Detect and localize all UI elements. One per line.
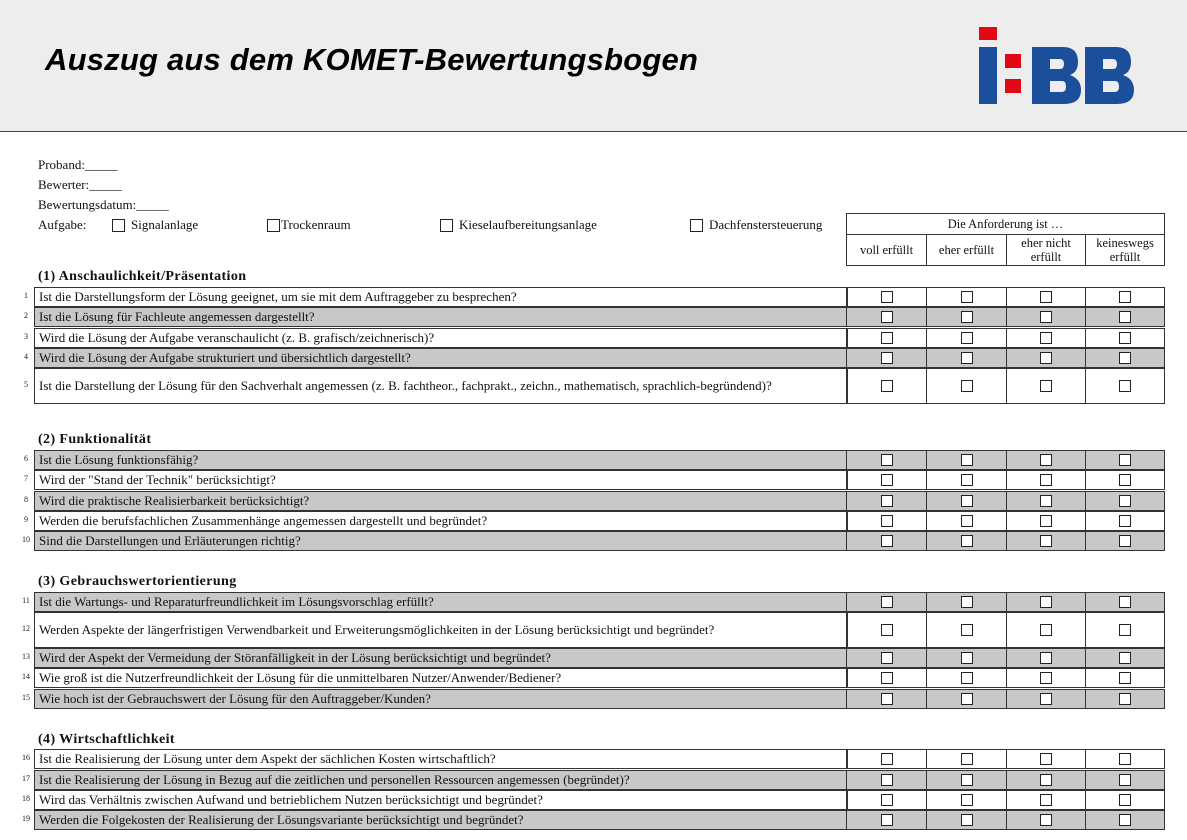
rating-checkbox[interactable] bbox=[1119, 495, 1131, 507]
rating-cell bbox=[1006, 649, 1085, 667]
rating-checkbox[interactable] bbox=[1040, 535, 1052, 547]
rating-cell bbox=[847, 690, 926, 708]
rating-cell bbox=[1006, 492, 1085, 510]
rating-checkbox[interactable] bbox=[1040, 652, 1052, 664]
rating-checkbox[interactable] bbox=[961, 291, 973, 303]
question-row bbox=[18, 592, 1165, 612]
rating-checkbox[interactable] bbox=[1119, 332, 1131, 344]
rating-checkbox[interactable] bbox=[881, 535, 893, 547]
question-text: Ist die Lösung für Fachleute angemessen dargestellt? bbox=[34, 307, 848, 327]
question-row bbox=[18, 307, 1165, 327]
rating-checkbox[interactable] bbox=[881, 380, 893, 392]
question-row bbox=[18, 511, 1165, 531]
aufgabe-option-label: Trockenraum bbox=[281, 217, 351, 232]
question-text: Werden Aspekte der längerfristigen Verwendbarkeit und Erweiterungsmöglichkeiten in der Lösung berücksichtigt und begründet? bbox=[34, 612, 848, 648]
rating-cell bbox=[1085, 750, 1164, 768]
rating-checkbox[interactable] bbox=[961, 693, 973, 705]
rating-cell bbox=[926, 329, 1006, 347]
rating-checkbox[interactable] bbox=[1119, 596, 1131, 608]
aufgabe-option-label: Signalanlage bbox=[131, 217, 199, 232]
question-text: Wird die praktische Realisierbarkeit berücksichtigt? bbox=[34, 491, 848, 511]
rating-cells bbox=[846, 689, 1165, 709]
question-number: 8 bbox=[24, 495, 28, 504]
question-row bbox=[18, 287, 1165, 307]
rating-cell bbox=[926, 492, 1006, 510]
rating-cell bbox=[1085, 811, 1164, 829]
rating-cell bbox=[847, 369, 926, 403]
rating-checkbox[interactable] bbox=[881, 332, 893, 344]
rating-cells bbox=[846, 491, 1165, 511]
question-text: Ist die Darstellung der Lösung für den Sachverhalt angemessen (z. B. fachtheor., fachprakt., zeichn., mathematisch, sprachlich-begründend)? bbox=[34, 368, 848, 404]
rating-checkbox[interactable] bbox=[1119, 814, 1131, 826]
question-number: 19 bbox=[22, 814, 30, 823]
rating-checkbox[interactable] bbox=[1040, 380, 1052, 392]
question-row bbox=[18, 790, 1165, 810]
question-number: 6 bbox=[24, 454, 28, 463]
rating-cell bbox=[926, 690, 1006, 708]
question-text: Wie groß ist die Nutzerfreundlichkeit der Lösung für die unmittelbaren Nutzer/Anwender/Bediener? bbox=[34, 668, 848, 688]
question-number: 18 bbox=[22, 794, 30, 803]
rating-checkbox[interactable] bbox=[961, 474, 973, 486]
rating-checkbox[interactable] bbox=[881, 311, 893, 323]
question-text: Werden die Folgekosten der Realisierung der Lösungsvariante berücksichtigt und begründet? bbox=[34, 810, 848, 830]
rating-checkbox[interactable] bbox=[1040, 794, 1052, 806]
section-title: (3) Gebrauchswertorientierung bbox=[38, 574, 237, 589]
rating-cell bbox=[1085, 649, 1164, 667]
rating-cell bbox=[1006, 349, 1085, 367]
question-number: 11 bbox=[22, 596, 30, 605]
section-title: (1) Anschaulichkeit/Präsentation bbox=[38, 269, 247, 284]
question-number: 9 bbox=[24, 515, 28, 524]
rating-checkbox[interactable] bbox=[1119, 624, 1131, 636]
rating-checkbox[interactable] bbox=[961, 753, 973, 765]
question-row bbox=[18, 328, 1165, 348]
column-header: voll erfüllt bbox=[859, 243, 914, 257]
rating-cells bbox=[846, 592, 1165, 612]
question-text: Wird das Verhältnis zwischen Aufwand und betrieblichem Nutzen berücksichtigt und begründet? bbox=[34, 790, 848, 810]
rating-cell bbox=[1085, 613, 1164, 647]
question-text: Wird die Lösung der Aufgabe veranschaulicht (z. B. grafisch/zeichnerisch)? bbox=[34, 328, 848, 348]
page-header bbox=[0, 0, 1187, 132]
aufgabe-option[interactable] bbox=[690, 217, 822, 233]
rating-cell bbox=[847, 308, 926, 326]
rating-cell bbox=[1085, 669, 1164, 687]
rating-checkbox[interactable] bbox=[961, 652, 973, 664]
rating-cell bbox=[1006, 771, 1085, 789]
rating-cell bbox=[847, 811, 926, 829]
rating-cell bbox=[1085, 690, 1164, 708]
rating-cell bbox=[926, 649, 1006, 667]
rating-cells bbox=[846, 450, 1165, 470]
question-text: Sind die Darstellungen und Erläuterungen richtig? bbox=[34, 531, 848, 551]
rating-checkbox[interactable] bbox=[1040, 672, 1052, 684]
question-text: Ist die Wartungs- und Reparaturfreundlichkeit im Lösungsvorschlag erfüllt? bbox=[34, 592, 848, 612]
aufgabe-option[interactable] bbox=[267, 217, 351, 233]
rating-checkbox[interactable] bbox=[1040, 332, 1052, 344]
question-row bbox=[18, 531, 1165, 551]
rating-checkbox[interactable] bbox=[881, 814, 893, 826]
rating-checkbox[interactable] bbox=[961, 311, 973, 323]
rating-cells bbox=[846, 328, 1165, 348]
rating-cell bbox=[926, 451, 1006, 469]
proband-field: Proband:_____ bbox=[38, 157, 118, 172]
aufgabe-option[interactable] bbox=[112, 217, 198, 233]
rating-checkbox[interactable] bbox=[1040, 454, 1052, 466]
question-row bbox=[18, 491, 1165, 511]
question-text: Wie hoch ist der Gebrauchswert der Lösung für den Auftraggeber/Kunden? bbox=[34, 689, 848, 709]
rating-cell bbox=[847, 288, 926, 306]
rating-checkbox[interactable] bbox=[1040, 624, 1052, 636]
rating-cell bbox=[926, 471, 1006, 489]
rating-checkbox[interactable] bbox=[1119, 693, 1131, 705]
rating-cell bbox=[1085, 329, 1164, 347]
rating-checkbox[interactable] bbox=[881, 624, 893, 636]
question-row bbox=[18, 689, 1165, 709]
question-number: 3 bbox=[24, 332, 28, 341]
question-number: 15 bbox=[22, 693, 30, 702]
rating-cell bbox=[1085, 532, 1164, 550]
rating-cell bbox=[847, 669, 926, 687]
rating-cell bbox=[847, 750, 926, 768]
question-number: 2 bbox=[24, 311, 28, 320]
rating-checkbox[interactable] bbox=[881, 352, 893, 364]
rating-cell bbox=[926, 771, 1006, 789]
rating-checkbox[interactable] bbox=[881, 652, 893, 664]
question-number: 13 bbox=[22, 652, 30, 661]
question-number: 12 bbox=[22, 624, 30, 633]
rating-checkbox[interactable] bbox=[881, 672, 893, 684]
rating-cell bbox=[1006, 369, 1085, 403]
rating-cell bbox=[926, 308, 1006, 326]
question-text: Ist die Lösung funktionsfähig? bbox=[34, 450, 848, 470]
rating-checkbox[interactable] bbox=[1040, 352, 1052, 364]
rating-checkbox[interactable] bbox=[1119, 311, 1131, 323]
rating-checkbox[interactable] bbox=[1119, 672, 1131, 684]
rating-checkbox[interactable] bbox=[961, 596, 973, 608]
question-number: 4 bbox=[24, 352, 28, 361]
rating-cell bbox=[926, 669, 1006, 687]
rating-cells bbox=[846, 648, 1165, 668]
checkbox[interactable] bbox=[440, 219, 453, 232]
column-header: eher nicht erfüllt bbox=[1006, 234, 1085, 266]
rating-cells bbox=[846, 368, 1165, 404]
rating-checkbox[interactable] bbox=[1119, 291, 1131, 303]
rating-checkbox[interactable] bbox=[1119, 774, 1131, 786]
rating-checkbox[interactable] bbox=[1040, 515, 1052, 527]
rating-checkbox[interactable] bbox=[1040, 693, 1052, 705]
rating-cell bbox=[1006, 471, 1085, 489]
rating-cells bbox=[846, 511, 1165, 531]
rating-cell bbox=[1006, 593, 1085, 611]
rating-cell bbox=[847, 613, 926, 647]
question-row bbox=[18, 368, 1165, 404]
rating-checkbox[interactable] bbox=[1040, 753, 1052, 765]
rating-checkbox[interactable] bbox=[961, 454, 973, 466]
rating-cell bbox=[926, 791, 1006, 809]
bewerter-field: Bewerter:_____ bbox=[38, 177, 122, 192]
rating-checkbox[interactable] bbox=[1040, 814, 1052, 826]
question-row bbox=[18, 810, 1165, 830]
rating-cell bbox=[847, 649, 926, 667]
rating-cell bbox=[1085, 492, 1164, 510]
rating-cells bbox=[846, 790, 1165, 810]
aufgabe-option-label: Kieselaufbereitungsanlage bbox=[459, 217, 597, 232]
rating-checkbox[interactable] bbox=[881, 454, 893, 466]
aufgabe-label: Aufgabe: bbox=[38, 217, 87, 232]
rating-checkbox[interactable] bbox=[961, 535, 973, 547]
rating-cell bbox=[1006, 750, 1085, 768]
rating-cell bbox=[1006, 329, 1085, 347]
rating-cell bbox=[847, 771, 926, 789]
rating-cell bbox=[1006, 532, 1085, 550]
rating-checkbox[interactable] bbox=[961, 624, 973, 636]
checkbox[interactable] bbox=[690, 219, 703, 232]
rating-cells bbox=[846, 287, 1165, 307]
rating-checkbox[interactable] bbox=[881, 753, 893, 765]
rating-cell bbox=[1085, 471, 1164, 489]
rating-cell bbox=[847, 349, 926, 367]
rating-cells bbox=[846, 668, 1165, 688]
rating-cell bbox=[926, 532, 1006, 550]
rating-checkbox[interactable] bbox=[1040, 495, 1052, 507]
rating-checkbox[interactable] bbox=[881, 495, 893, 507]
rating-checkbox[interactable] bbox=[1119, 794, 1131, 806]
rating-cell bbox=[926, 593, 1006, 611]
rating-checkbox[interactable] bbox=[1119, 454, 1131, 466]
rating-cells bbox=[846, 348, 1165, 368]
question-number: 10 bbox=[22, 535, 30, 544]
aufgabe-option[interactable] bbox=[440, 217, 597, 233]
question-text: Wird der "Stand der Technik" berücksichtigt? bbox=[34, 470, 848, 490]
rating-cell bbox=[926, 811, 1006, 829]
rating-cell bbox=[926, 750, 1006, 768]
rating-cell bbox=[847, 791, 926, 809]
rating-cells bbox=[846, 612, 1165, 648]
rating-cell bbox=[1085, 791, 1164, 809]
rating-cell bbox=[1085, 349, 1164, 367]
rating-checkbox[interactable] bbox=[881, 794, 893, 806]
rating-checkbox[interactable] bbox=[881, 515, 893, 527]
rating-checkbox[interactable] bbox=[881, 693, 893, 705]
question-text: Werden die berufsfachlichen Zusammenhänge angemessen dargestellt und begründet? bbox=[34, 511, 848, 531]
rating-cell bbox=[1006, 669, 1085, 687]
rating-cell bbox=[1006, 288, 1085, 306]
requirement-title: Die Anforderung ist … bbox=[847, 214, 1164, 235]
rating-cell bbox=[847, 492, 926, 510]
rating-cell bbox=[1085, 288, 1164, 306]
rating-cells bbox=[846, 470, 1165, 490]
column-header: eher erfüllt bbox=[926, 234, 1006, 266]
ibb-logo bbox=[975, 24, 1140, 106]
rating-checkbox[interactable] bbox=[961, 352, 973, 364]
checkbox[interactable] bbox=[267, 219, 280, 232]
rating-cell bbox=[1085, 593, 1164, 611]
question-text: Ist die Realisierung der Lösung unter dem Aspekt der sächlichen Kosten wirtschaftlich? bbox=[34, 749, 848, 769]
rating-checkbox[interactable] bbox=[1040, 596, 1052, 608]
rating-checkbox[interactable] bbox=[1119, 474, 1131, 486]
question-number: 17 bbox=[22, 774, 30, 783]
question-row bbox=[18, 648, 1165, 668]
aufgabe-option-label: Dachfenstersteuerung bbox=[709, 217, 823, 232]
section-title: (4) Wirtschaftlichkeit bbox=[38, 732, 175, 747]
rating-checkbox[interactable] bbox=[1119, 535, 1131, 547]
rating-cells bbox=[846, 770, 1165, 790]
rating-cell bbox=[1006, 512, 1085, 530]
question-number: 5 bbox=[24, 380, 28, 389]
rating-checkbox[interactable] bbox=[961, 380, 973, 392]
question-row bbox=[18, 612, 1165, 648]
question-text: Ist die Realisierung der Lösung in Bezug auf die zeitlichen und personellen Ressourcen angemessen (begründet)? bbox=[34, 770, 848, 790]
rating-checkbox[interactable] bbox=[1119, 380, 1131, 392]
rating-cells bbox=[846, 531, 1165, 551]
rating-cells bbox=[846, 307, 1165, 327]
rating-cell bbox=[847, 471, 926, 489]
rating-checkbox[interactable] bbox=[1119, 515, 1131, 527]
rating-cells bbox=[846, 810, 1165, 830]
rating-cell bbox=[926, 512, 1006, 530]
rating-checkbox[interactable] bbox=[1040, 774, 1052, 786]
rating-checkbox[interactable] bbox=[881, 474, 893, 486]
rating-cell bbox=[1006, 308, 1085, 326]
rating-cell bbox=[1006, 791, 1085, 809]
question-row bbox=[18, 668, 1165, 688]
question-text: Wird die Lösung der Aufgabe strukturiert und übersichtlich dargestellt? bbox=[34, 348, 848, 368]
rating-checkbox[interactable] bbox=[1119, 753, 1131, 765]
rating-checkbox[interactable] bbox=[1119, 352, 1131, 364]
requirement-header bbox=[846, 213, 1165, 266]
rating-checkbox[interactable] bbox=[961, 794, 973, 806]
rating-checkbox[interactable] bbox=[881, 596, 893, 608]
rating-cell bbox=[847, 451, 926, 469]
rating-checkbox[interactable] bbox=[881, 291, 893, 303]
question-row bbox=[18, 450, 1165, 470]
rating-cell bbox=[1085, 451, 1164, 469]
rating-cell bbox=[1085, 369, 1164, 403]
checkbox[interactable] bbox=[112, 219, 125, 232]
question-row bbox=[18, 770, 1165, 790]
rating-cell bbox=[1085, 512, 1164, 530]
question-number: 1 bbox=[24, 291, 28, 300]
question-row bbox=[18, 348, 1165, 368]
question-number: 7 bbox=[24, 474, 28, 483]
rating-checkbox[interactable] bbox=[1040, 474, 1052, 486]
rating-checkbox[interactable] bbox=[961, 774, 973, 786]
rating-cell bbox=[926, 349, 1006, 367]
rating-cell bbox=[926, 613, 1006, 647]
rating-cell bbox=[1006, 613, 1085, 647]
rating-cell bbox=[926, 288, 1006, 306]
rating-checkbox[interactable] bbox=[1040, 291, 1052, 303]
rating-cell bbox=[926, 369, 1006, 403]
rating-checkbox[interactable] bbox=[961, 332, 973, 344]
rating-cell bbox=[847, 593, 926, 611]
rating-cell bbox=[1006, 690, 1085, 708]
rating-cell bbox=[1085, 308, 1164, 326]
question-text: Wird der Aspekt der Vermeidung der Störanfälligkeit in der Lösung berücksichtigt und begründet? bbox=[34, 648, 848, 668]
section-title: (2) Funktionalität bbox=[38, 432, 152, 447]
rating-checkbox[interactable] bbox=[961, 672, 973, 684]
question-row bbox=[18, 470, 1165, 490]
rating-checkbox[interactable] bbox=[1119, 652, 1131, 664]
rating-cell bbox=[847, 532, 926, 550]
rating-checkbox[interactable] bbox=[961, 495, 973, 507]
bewertungsdatum-field: Bewertungsdatum:_____ bbox=[38, 197, 169, 212]
question-row bbox=[18, 749, 1165, 769]
rating-checkbox[interactable] bbox=[881, 774, 893, 786]
rating-cells bbox=[846, 749, 1165, 769]
rating-checkbox[interactable] bbox=[961, 814, 973, 826]
question-text: Ist die Darstellungsform der Lösung geeignet, um sie mit dem Auftraggeber zu besprechen? bbox=[34, 287, 848, 307]
rating-checkbox[interactable] bbox=[1040, 311, 1052, 323]
question-number: 14 bbox=[22, 672, 30, 681]
rating-cell bbox=[847, 329, 926, 347]
column-header: keineswegs erfüllt bbox=[1085, 234, 1164, 266]
rating-cell bbox=[1085, 771, 1164, 789]
question-number: 16 bbox=[22, 753, 30, 762]
rating-checkbox[interactable] bbox=[961, 515, 973, 527]
rating-cell bbox=[1006, 451, 1085, 469]
rating-cell bbox=[847, 512, 926, 530]
page-title: Auszug aus dem KOMET-Bewertungsbogen bbox=[45, 42, 699, 77]
rating-cell bbox=[1006, 811, 1085, 829]
